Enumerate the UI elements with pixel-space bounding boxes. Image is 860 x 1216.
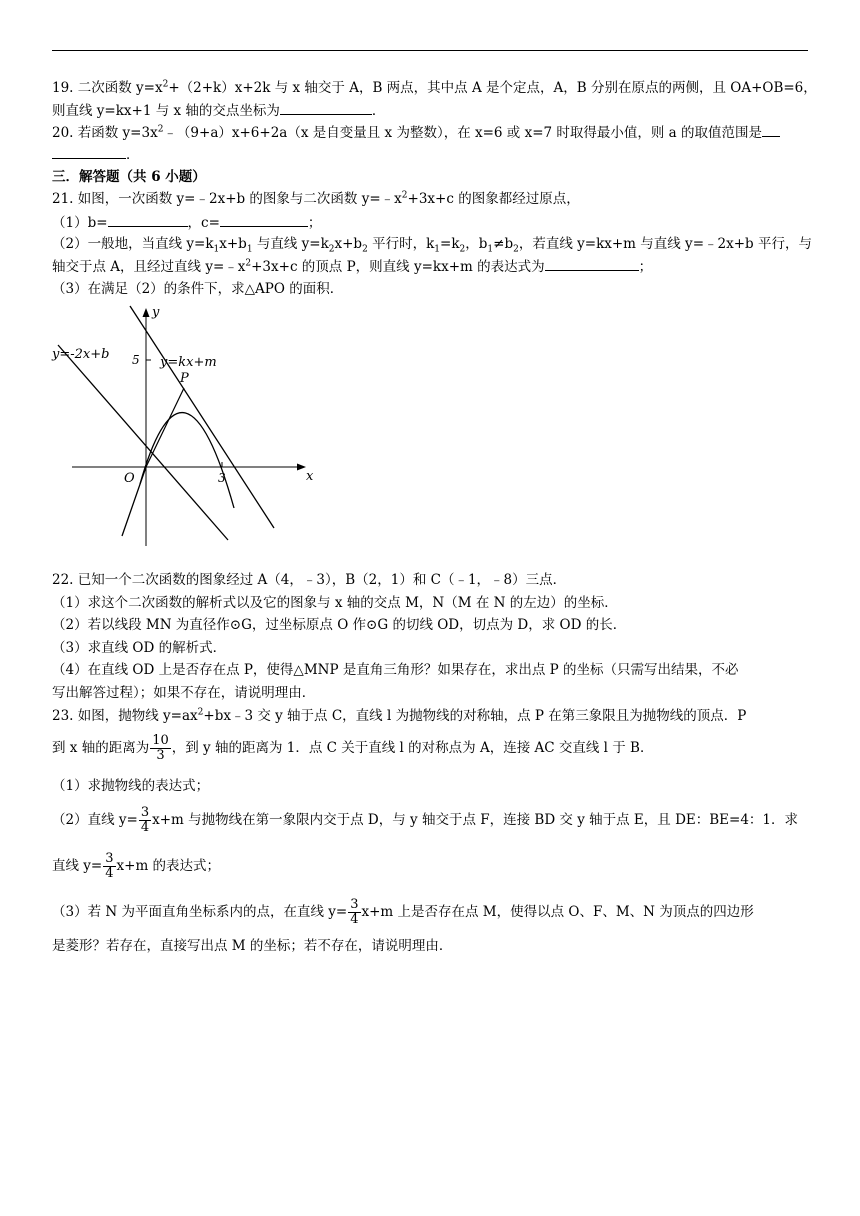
q23-part2-line1: （2）直线 y= $\frac{3}{4}$ x+m 与抛物线在第一象限内交于点 D，与 y 轴交于点 F，连接 BD 交 y 轴于点 E，且 DE：BE=4：1．求 [52, 805, 799, 835]
q22-part3: （3）求直线 OD 的解析式． [52, 640, 227, 656]
q20-answer-blank-a[interactable] [762, 122, 780, 137]
q22-part4-line2: 写出解答过程）；如果不存在，请说明理由． [52, 685, 316, 701]
q23-part1: （1）求抛物线的表达式； [52, 778, 210, 794]
q23-part3-line2: 是菱形？若存在，直接写出点 M 的坐标；若不存在，请说明理由． [52, 938, 453, 954]
label-vertex-p: P [180, 371, 189, 386]
q23-intro-line2: 到 x 轴的距离为 $\frac{10}{3}$ ，到 y 轴的距离为 1．点 C 关于直线 l 的对称点为 A，连接 AC 交直线 l 于 B． [52, 733, 654, 763]
q23-intro-line1: 23. 如图，抛物线 $y=ax^2+bx﹣3$ 交 y 轴于点 C，直线 l 为抛物线的对称轴，点 P 在第三象限且为抛物线的顶点．P [52, 707, 747, 724]
section-heading: 三．解答题（共 6 小题） [52, 169, 206, 185]
q21-graph-svg [48, 300, 318, 550]
q21-part3: （3）在满足（2）的条件下，求△APO 的面积． [52, 281, 344, 297]
line-y-neg2x-b [58, 345, 228, 540]
q20-answer-blank-b[interactable] [52, 144, 126, 159]
fraction-3-over-4: $\frac{3}{4}$ [140, 805, 150, 835]
q20-line1: 20. 若函数 $y=3x^2﹣(9+a)x+6+2a(x$ 是自变量且 x 为整数），在 x=6 或 x=7 时取得最小值，则 a 的取值范围是 [52, 122, 808, 143]
q21-b-blank[interactable] [108, 212, 188, 227]
label-y-axis: y [152, 305, 160, 320]
fraction-3-over-4: $\frac{3}{4}$ [350, 897, 359, 927]
q21-part2-line1: （2）一般地，当直线 $y=k_1x+b_1$ 与直线 $y=k_2x+b_2$ 平行时，$k_1=k_2$，$b_1\ne b_2$，若直线 y=kx+m 与直线 y=﹣2x+b 平行，与 [52, 236, 812, 255]
q21-part1: （1）b= ，c= ； [52, 212, 808, 233]
q21-line-expression-blank[interactable] [545, 256, 639, 271]
fraction-3-over-4: $\frac{3}{4}$ [105, 851, 114, 881]
label-origin: O [124, 471, 135, 486]
fraction-10-over-3: $\frac{10}{3}$ [152, 733, 169, 763]
label-x-axis: x [306, 469, 314, 484]
q21-part2-line2: 轴交于点 A，且经过直线 $y=﹣x^2+3x+c$ 的顶点 P，则直线 y=kx+m 的表达式为 ； [52, 256, 808, 277]
q23-part3-line1: （3）若 N 为平面直角坐标系内的点，在直线 y= $\frac{3}{4}$ x+m 上是否存在点 M，使得以点 O、F、M、N 为顶点的四边形 [52, 897, 754, 927]
q22-part2: （2）若以线段 MN 为直径作⊙G，过坐标原点 O 作⊙G 的切线 OD，切点为 D，求 OD 的长． [52, 617, 627, 633]
q22-intro: 22. 已知一个二次函数的图象经过 A（4，﹣3），B（2，1）和 C（﹣1，﹣8）三点． [52, 572, 567, 588]
header-rule [52, 50, 808, 51]
q22-part4-line1: （4）在直线 OD 上是否存在点 P，使得△MNP 是直角三角形？如果存在，求出点 P 的坐标（只需写出结果，不必 [52, 662, 739, 678]
q20-line2: ． [52, 144, 808, 165]
q19-answer-blank[interactable] [280, 100, 372, 115]
q21-c-blank[interactable] [220, 212, 308, 227]
segment-op [146, 388, 184, 467]
q22-part1: （1）求这个二次函数的解析式以及它的图象与 x 轴的交点 M，N（M 在 N 的左边）的坐标． [52, 595, 618, 611]
label-tick-5: 5 [132, 353, 140, 367]
q23-part2-line2: 直线 y= $\frac{3}{4}$ x+m 的表达式； [52, 851, 221, 881]
label-right-line: y=kx+m [160, 355, 217, 370]
label-tick-3: 3 [218, 471, 226, 485]
q19-line2: 则直线 y=kx+1 与 x 轴的交点坐标为 ． [52, 100, 808, 121]
q19-line1: 19. 二次函数 $y=x^2+(2+k)x+2k$ 与 x 轴交于 A，B 两点，其中点 A 是个定点，A，B 分别在原点的两侧，且 OA+OB=6， [52, 79, 817, 96]
label-left-line: y=-2x+b [52, 347, 110, 362]
y-axis-arrow-icon [143, 308, 150, 317]
q21-graph-figure [48, 300, 318, 550]
q21-intro: 21. 如图，一次函数 y=﹣2x+b 的图象与二次函数 $y=﹣x^2+3x+c$ 的图象都经过原点， [52, 190, 580, 207]
line-y-kx-m [130, 306, 274, 528]
x-axis-arrow-icon [297, 464, 306, 471]
